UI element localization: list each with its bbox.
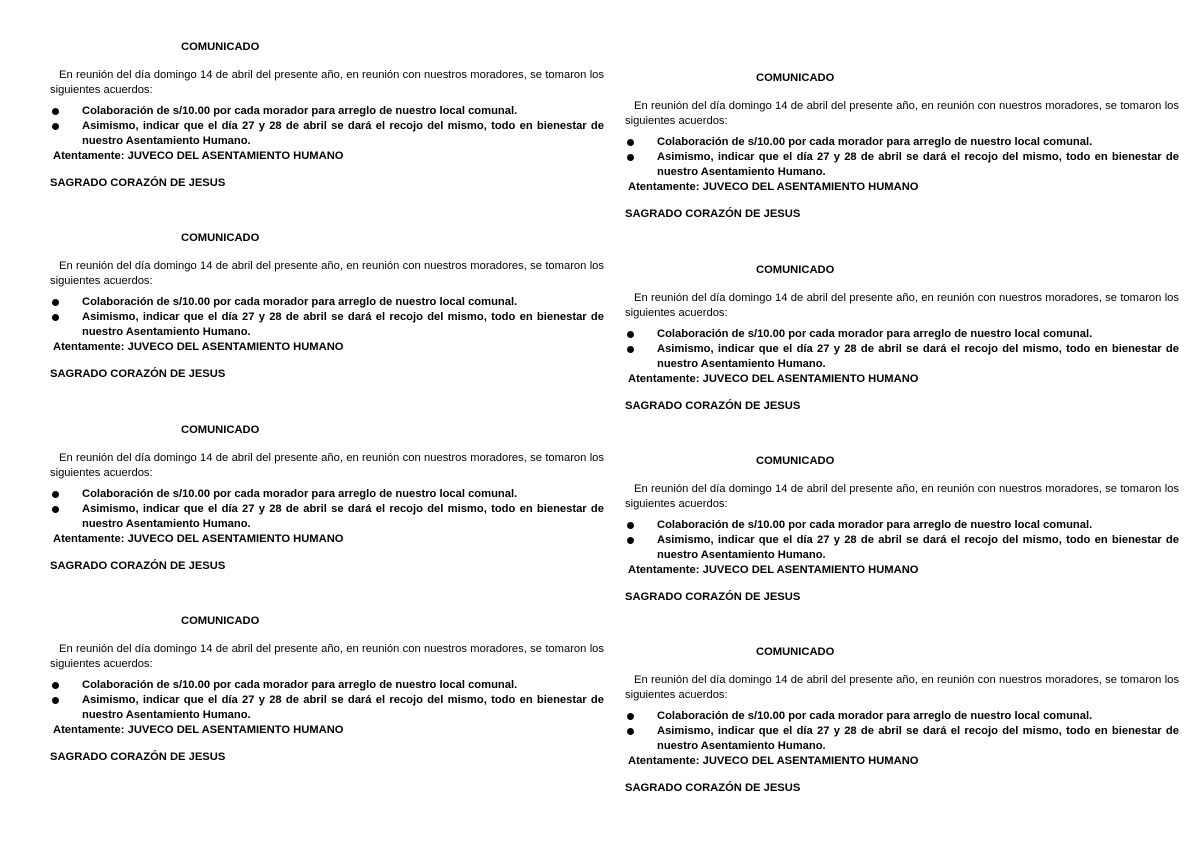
agreement-text: Asimismo, indicar que el día 27 y 28 de abril se dará el recojo del mismo, todo en bienestar de nuestro Asentamiento Humano.: [657, 343, 1179, 370]
notice-title: COMUNICADO: [756, 264, 835, 276]
notice-right-1: [625, 71, 1179, 222]
agreement-item: [50, 104, 604, 119]
bullet-icon: [52, 697, 59, 704]
notice-intro: En reunión del día domingo 14 de abril del presente año, en reunión con nuestros moradores, se tomaron los siguientes acuerdos:: [625, 483, 1179, 510]
notice-right-2: [625, 263, 1179, 414]
notice-title: COMUNICADO: [756, 455, 835, 467]
notice-closing: Atentamente: JUVECO DEL ASENTAMIENTO HUMANO: [628, 181, 919, 193]
agreement-item: [50, 693, 604, 723]
bullet-icon: [627, 139, 634, 146]
agreement-text: Asimismo, indicar que el día 27 y 28 de abril se dará el recojo del mismo, todo en bienestar de nuestro Asentamiento Humano.: [657, 151, 1179, 178]
bullet-icon: [52, 682, 59, 689]
notice-organization: SAGRADO CORAZÓN DE JESUS: [625, 591, 801, 603]
agreement-text: Colaboración de s/10.00 por cada morador para arreglo de nuestro local comunal.: [82, 679, 518, 691]
notice-closing: Atentamente: JUVECO DEL ASENTAMIENTO HUMANO: [53, 341, 344, 353]
notice-right-3: [625, 454, 1179, 605]
bullet-icon: [52, 123, 59, 130]
agreement-text: Asimismo, indicar que el día 27 y 28 de abril se dará el recojo del mismo, todo en bienestar de nuestro Asentamiento Humano.: [82, 120, 604, 147]
agreement-text: Colaboración de s/10.00 por cada morador para arreglo de nuestro local comunal.: [82, 296, 518, 308]
agreement-text: Colaboración de s/10.00 por cada morador para arreglo de nuestro local comunal.: [82, 488, 518, 500]
agreement-text: Asimismo, indicar que el día 27 y 28 de abril se dará el recojo del mismo, todo en bienestar de nuestro Asentamiento Humano.: [82, 311, 604, 338]
agreement-item: [50, 502, 604, 532]
notice-intro: En reunión del día domingo 14 de abril del presente año, en reunión con nuestros moradores, se tomaron los siguientes acuerdos:: [625, 100, 1179, 127]
notice-organization: SAGRADO CORAZÓN DE JESUS: [625, 208, 801, 220]
notice-intro: En reunión del día domingo 14 de abril del presente año, en reunión con nuestros moradores, se tomaron los siguientes acuerdos:: [50, 452, 604, 479]
agreements-list: [625, 135, 1179, 180]
notice-intro: En reunión del día domingo 14 de abril del presente año, en reunión con nuestros moradores, se tomaron los siguientes acuerdos:: [50, 643, 604, 670]
bullet-icon: [627, 537, 634, 544]
agreement-text: Colaboración de s/10.00 por cada morador para arreglo de nuestro local comunal.: [657, 136, 1093, 148]
agreement-item: [625, 724, 1179, 754]
notice-closing: Atentamente: JUVECO DEL ASENTAMIENTO HUMANO: [53, 533, 344, 545]
agreement-text: Asimismo, indicar que el día 27 y 28 de abril se dará el recojo del mismo, todo en bienestar de nuestro Asentamiento Humano.: [657, 534, 1179, 561]
agreement-item: [625, 709, 1179, 724]
agreement-text: Asimismo, indicar que el día 27 y 28 de abril se dará el recojo del mismo, todo en bienestar de nuestro Asentamiento Humano.: [657, 725, 1179, 752]
notice-title: COMUNICADO: [756, 72, 835, 84]
agreement-text: Asimismo, indicar que el día 27 y 28 de abril se dará el recojo del mismo, todo en bienestar de nuestro Asentamiento Humano.: [82, 694, 604, 721]
notice-intro: En reunión del día domingo 14 de abril del presente año, en reunión con nuestros moradores, se tomaron los siguientes acuerdos:: [625, 674, 1179, 701]
bullet-icon: [627, 713, 634, 720]
notice-title: COMUNICADO: [181, 41, 260, 53]
bullet-icon: [52, 491, 59, 498]
notice-left-1: [50, 40, 604, 191]
notice-closing: Atentamente: JUVECO DEL ASENTAMIENTO HUMANO: [628, 755, 919, 767]
notice-organization: SAGRADO CORAZÓN DE JESUS: [625, 782, 801, 794]
notice-title: COMUNICADO: [181, 232, 260, 244]
agreement-item: [625, 150, 1179, 180]
notice-title: COMUNICADO: [181, 615, 260, 627]
notice-title: COMUNICADO: [181, 424, 260, 436]
agreement-item: [625, 342, 1179, 372]
notice-organization: SAGRADO CORAZÓN DE JESUS: [50, 177, 226, 189]
agreements-list: [50, 487, 604, 532]
notice-closing: Atentamente: JUVECO DEL ASENTAMIENTO HUMANO: [628, 564, 919, 576]
agreement-item: [50, 310, 604, 340]
agreement-item: [50, 487, 604, 502]
agreement-item: [625, 135, 1179, 150]
agreement-item: [50, 119, 604, 149]
bullet-icon: [627, 522, 634, 529]
agreements-list: [625, 518, 1179, 563]
agreement-text: Colaboración de s/10.00 por cada morador para arreglo de nuestro local comunal.: [657, 519, 1093, 531]
notice-left-3: [50, 423, 604, 574]
notice-title: COMUNICADO: [756, 646, 835, 658]
agreements-list: [625, 709, 1179, 754]
notice-right-4: [625, 645, 1179, 796]
bullet-icon: [627, 331, 634, 338]
agreement-item: [50, 295, 604, 310]
bullet-icon: [627, 154, 634, 161]
agreement-text: Colaboración de s/10.00 por cada morador para arreglo de nuestro local comunal.: [657, 328, 1093, 340]
notice-intro: En reunión del día domingo 14 de abril del presente año, en reunión con nuestros moradores, se tomaron los siguientes acuerdos:: [50, 69, 604, 96]
bullet-icon: [52, 299, 59, 306]
agreement-item: [625, 518, 1179, 533]
notice-closing: Atentamente: JUVECO DEL ASENTAMIENTO HUMANO: [53, 150, 344, 162]
notice-intro: En reunión del día domingo 14 de abril del presente año, en reunión con nuestros moradores, se tomaron los siguientes acuerdos:: [50, 260, 604, 287]
bullet-icon: [52, 314, 59, 321]
notice-organization: SAGRADO CORAZÓN DE JESUS: [50, 751, 226, 763]
agreements-list: [625, 327, 1179, 372]
notice-closing: Atentamente: JUVECO DEL ASENTAMIENTO HUMANO: [53, 724, 344, 736]
agreement-item: [50, 678, 604, 693]
bullet-icon: [627, 728, 634, 735]
agreement-item: [625, 533, 1179, 563]
notice-left-4: [50, 614, 604, 765]
notice-intro: En reunión del día domingo 14 de abril del presente año, en reunión con nuestros moradores, se tomaron los siguientes acuerdos:: [625, 292, 1179, 319]
bullet-icon: [52, 108, 59, 115]
notice-left-2: [50, 231, 604, 382]
notice-organization: SAGRADO CORAZÓN DE JESUS: [625, 400, 801, 412]
notice-organization: SAGRADO CORAZÓN DE JESUS: [50, 368, 226, 380]
agreements-list: [50, 104, 604, 149]
agreements-list: [50, 678, 604, 723]
notice-organization: SAGRADO CORAZÓN DE JESUS: [50, 560, 226, 572]
agreement-text: Colaboración de s/10.00 por cada morador para arreglo de nuestro local comunal.: [82, 105, 518, 117]
agreement-text: Asimismo, indicar que el día 27 y 28 de abril se dará el recojo del mismo, todo en bienestar de nuestro Asentamiento Humano.: [82, 503, 604, 530]
agreement-text: Colaboración de s/10.00 por cada morador para arreglo de nuestro local comunal.: [657, 710, 1093, 722]
notice-closing: Atentamente: JUVECO DEL ASENTAMIENTO HUMANO: [628, 373, 919, 385]
bullet-icon: [52, 506, 59, 513]
agreement-item: [625, 327, 1179, 342]
bullet-icon: [627, 346, 634, 353]
agreements-list: [50, 295, 604, 340]
